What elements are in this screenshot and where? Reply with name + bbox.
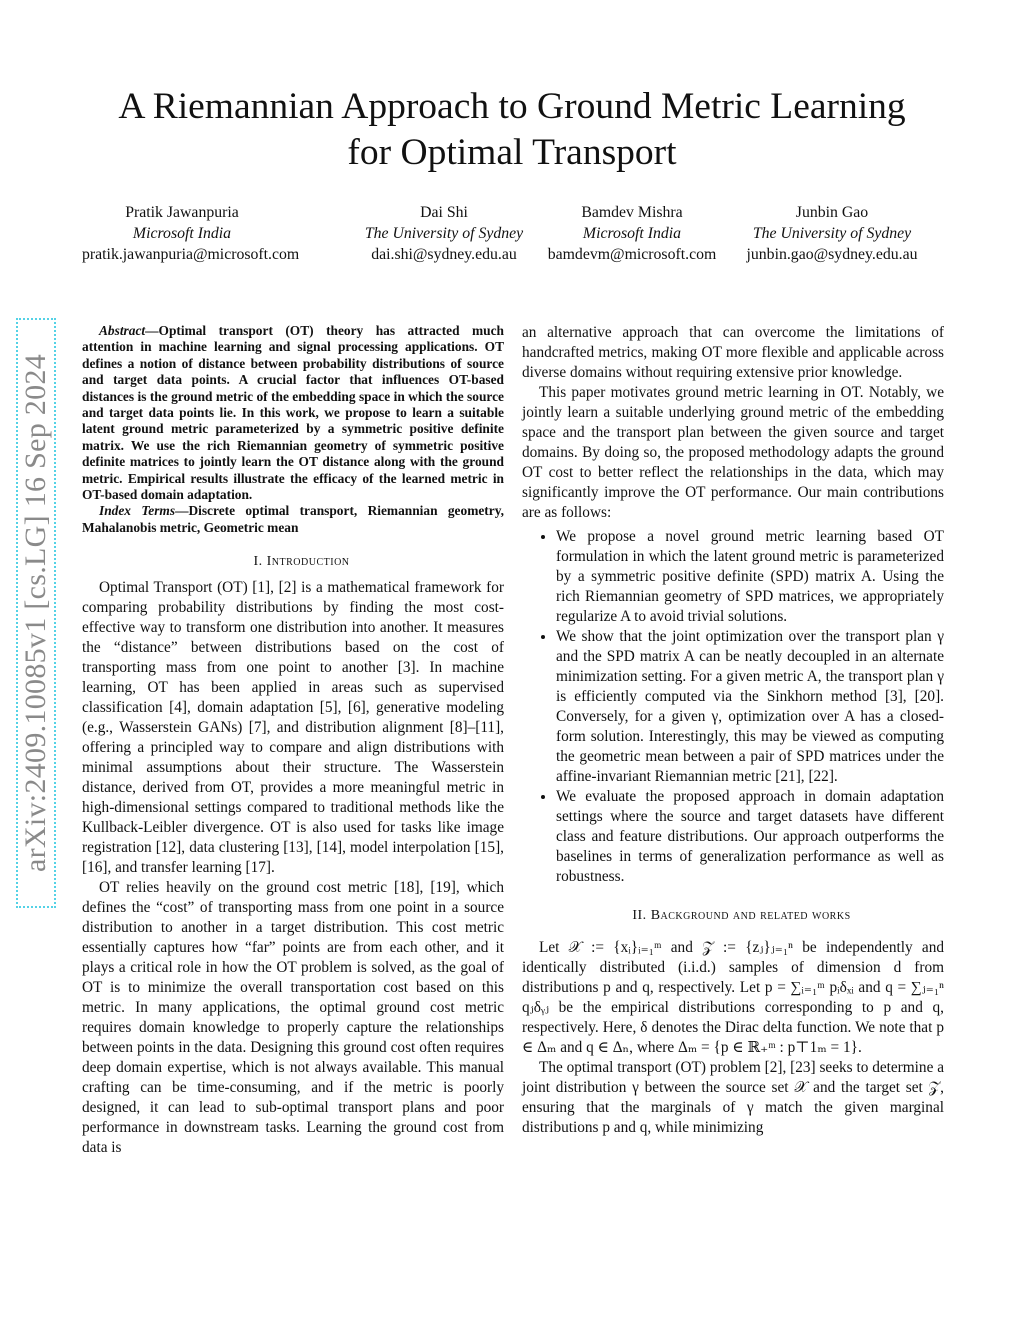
index-terms-label: Index Terms — [99, 503, 176, 519]
abstract — [82, 323, 504, 503]
background-paragraph-2: The optimal transport (OT) problem [2], [23] seeks to determine a joint distribution γ between the source set 𝒳 and the target set 𝒵, ensuring that the marginals of γ match the given marginal distributions p and q, while minimizing — [522, 1059, 944, 1136]
contributions-list — [522, 527, 944, 887]
index-terms — [82, 503, 504, 536]
arxiv-identifier-text: arXiv:2409.10085v1 [cs.LG] 16 Sep 2024 — [19, 353, 52, 873]
intro-paragraph-3: This paper motivates ground metric learning in OT. Notably, we jointly learn a suitable underlying ground metric of the embedding space and the transport plan between the given source and target domains. By doing so, the proposed methodology adapts the ground OT cost to better reflect the relationships in the data, which may significantly improve the OT performance. Our main contributions are as follows: — [522, 384, 944, 521]
section-number: II. — [632, 908, 647, 923]
title-line-2: for Optimal Transport — [347, 132, 677, 173]
contribution-item: • We propose a novel ground metric learning based OT formulation in which the latent ground metric is parameterized by a symmetric positive definite (SPD) matrix A. Using the rich Riemannian geometry of SPD matrices, we appropriately regularize A to avoid trivial solutions. — [556, 527, 944, 627]
author-2 — [344, 202, 544, 265]
intro-continuation: an alternative approach that can overcome the limitations of handcrafted metrics, making OT more flexible and applicable across diverse domains without requiring extensive prior knowledge. — [522, 324, 944, 381]
author-1 — [82, 202, 300, 265]
contribution-item: • We evaluate the proposed approach in domain adaptation settings where the source and target datasets have different class and feature distributions. Our approach outperforms the baselines in terms of generalization performance as well as robustness. — [556, 787, 944, 887]
author-affiliation: The University of Sydney — [364, 225, 524, 242]
abstract-text: —Optimal transport (OT) theory has attracted much attention in machine learning and signal processing applications. OT defines a notion of distance between probability distributions of source and target data points. A crucial factor that influences OT-based distances is the ground metric of the embedding space in which the source and target data points lie. In this work, we propose to learn a suitable latent ground metric parameterized by a symmetric positive definite matrix. We use the rich Riemannian geometry of symmetric positive definite matrices to jointly learn the OT distance along with the ground metric. Empirical results illustrate the efficacy of the learned metric in OT-based domain adaptation. — [82, 323, 504, 503]
section-title: Introduction — [266, 554, 350, 570]
contribution-item: • We show that the joint optimization over the transport plan γ and the SPD matrix A can be neatly decoupled in an alternate minimization setting. For a given metric A, the transport plan γ is efficiently computed via the Sinkhorn method [3], [20]. Conversely, for a given γ, optimization over A has a closed-form solution. Interestingly, this may be viewed as computing the geometric mean between a pair of SPD matrices under the affine-invariant Riemannian metric [21], [22]. — [556, 627, 944, 787]
abstract-label: Abstract — [99, 323, 146, 338]
author-email: bamdevm@microsoft.com — [547, 246, 717, 263]
background-paragraph-1: Let 𝒳 := {xᵢ}ᵢ₌₁ᵐ and 𝒵 := {zⱼ}ⱼ₌₁ⁿ be independently and identically distributed (i.i.d.) samples of dimension d from distributions p and q, respectively. Let p = ∑ᵢ₌₁ᵐ pᵢδₓᵢ and q = ∑ⱼ₌₁ⁿ qⱼδᵧⱼ be the empirical distributions corresponding to p and q, respectively. Here, δ denotes the Dirac delta function. We note that p ∈ Δₘ and q ∈ Δₙ, where Δₘ = {p ∈ ℝ₊ᵐ : p⊤1ₘ = 1}. — [522, 939, 944, 1056]
author-3 — [532, 202, 732, 265]
left-column — [82, 323, 504, 1158]
author-name: Pratik Jawanpuria — [125, 204, 239, 221]
section-title: Background and related works — [650, 908, 851, 923]
author-email: pratik.jawanpuria@microsoft.com — [82, 246, 300, 263]
title-line-1: A Riemannian Approach to Ground Metric Learning — [118, 86, 906, 127]
author-name: Bamdev Mishra — [581, 204, 683, 221]
author-4 — [732, 202, 932, 265]
author-name: Dai Shi — [420, 204, 468, 221]
author-affiliation: Microsoft India — [132, 225, 232, 242]
section-heading-background — [522, 907, 944, 925]
author-name: Junbin Gao — [795, 204, 869, 221]
paper-title — [60, 84, 964, 176]
arxiv-identifier-stamp[interactable] — [16, 318, 56, 908]
intro-paragraph-1: Optimal Transport (OT) [1], [2] is a mathematical framework for comparing probability distributions by finding the most cost-effective way to transform one distribution into another. It measures the “distance” between distributions based on the cost of transporting mass from one point to another [3]. In machine learning, OT has been applied in areas such as supervised classification [4], domain adaptation [5], [6], generative modeling (e.g., Wasserstein GANs) [7], and distribution alignment [8]–[11], offering a principled way to compare and align distributions with minimal assumptions about their structure. The Wasserstein distance, derived from OT, provides a more meaningful metric in high-dimensional settings compared to traditional methods like the Kullback-Leibler divergence. OT is also used for tasks like image registration [12], data clustering [13], [14], model interpolation [15], [16], and transfer learning [17]. — [82, 579, 504, 877]
section-heading-introduction — [82, 553, 504, 571]
author-email: junbin.gao@sydney.edu.au — [746, 246, 918, 263]
author-email: dai.shi@sydney.edu.au — [371, 246, 517, 263]
intro-paragraph-2: OT relies heavily on the ground cost metric [18], [19], which defines the “cost” of transporting mass from one point in a source distribution to another in a target distribution. This cost metric essentially captures how “far” points are from each other, and it plays a critical role in how the OT problem is solved, as the goal of OT is to minimize the overall transportation cost based on this metric. In many applications, the optimal ground cost metric requires domain knowledge to properly capture the relationships between points in the data. Designing this ground cost often requires deep domain expertise, which is not always available. This manual crafting can be time-consuming, and if the metric is poorly designed, it can lead to sub-optimal transport plans and poor performance in downstream tasks. Learning the ground cost from data is — [82, 879, 504, 1157]
right-column — [522, 323, 944, 1138]
section-number: I. — [253, 554, 263, 570]
index-terms-text: —Discrete optimal transport, Riemannian geometry, Mahalanobis metric, Geometric mean — [82, 503, 504, 535]
author-affiliation: Microsoft India — [582, 225, 682, 242]
author-affiliation: The University of Sydney — [752, 225, 912, 242]
